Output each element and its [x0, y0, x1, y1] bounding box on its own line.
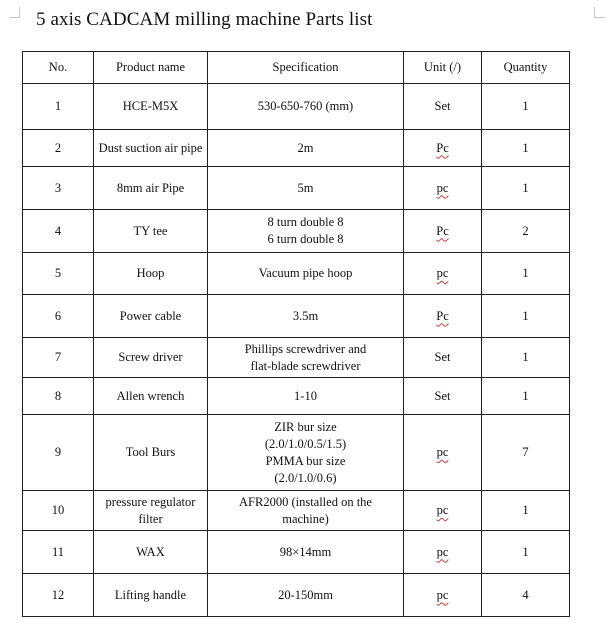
specification-line: machine) [282, 511, 329, 526]
cell-unit [404, 531, 482, 574]
unit-value: pc [436, 180, 449, 195]
header-unit: Unit (/) [404, 52, 482, 84]
specification-line: 98×14mm [279, 544, 332, 559]
unit-value: Set [434, 99, 451, 113]
cell-product-name: HCE-M5X [94, 84, 208, 130]
table-row [23, 167, 570, 210]
specification-line: 6 turn double 8 [267, 232, 344, 246]
cell-quantity: 1 [482, 130, 570, 167]
cell-no: 4 [23, 210, 94, 253]
cell-product-name: TY tee [94, 210, 208, 253]
cell-no: 7 [23, 338, 94, 378]
table-header-row [23, 52, 570, 84]
parts-table [22, 51, 570, 617]
cell-product-name: pressure regulator filter [94, 491, 208, 531]
cell-unit [404, 491, 482, 531]
cell-product-name: Power cable [94, 295, 208, 338]
unit-value: Pc [436, 140, 449, 155]
cell-specification [208, 295, 404, 338]
specification-line: 3.5m [292, 308, 319, 323]
cell-no: 6 [23, 295, 94, 338]
cell-quantity: 1 [482, 253, 570, 295]
cell-specification [208, 491, 404, 531]
cell-quantity: 1 [482, 378, 570, 415]
cell-specification [208, 130, 404, 167]
table-row [23, 491, 570, 531]
cell-quantity: 1 [482, 295, 570, 338]
cell-unit [404, 253, 482, 295]
unit-value: Set [434, 388, 451, 403]
cell-no: 9 [23, 415, 94, 491]
header-specification: Specification [208, 52, 404, 84]
cell-product-name: Tool Burs [94, 415, 208, 491]
margin-corner-mark-left [9, 7, 20, 18]
cell-product-name: WAX [94, 531, 208, 574]
cell-quantity: 1 [482, 338, 570, 378]
table-row [23, 130, 570, 167]
table-row [23, 531, 570, 574]
cell-specification [208, 574, 404, 617]
cell-unit [404, 574, 482, 617]
cell-no: 5 [23, 253, 94, 295]
cell-quantity: 1 [482, 491, 570, 531]
cell-unit [404, 210, 482, 253]
specification-line: PMMA bur size [265, 453, 346, 468]
header-product-name: Product name [94, 52, 208, 84]
document-title: 5 axis CADCAM milling machine Parts list [36, 9, 373, 30]
cell-no: 1 [23, 84, 94, 130]
cell-unit [404, 167, 482, 210]
cell-specification [208, 415, 404, 491]
cell-specification [208, 253, 404, 295]
specification-line: flat-blade screwdriver [250, 358, 361, 373]
unit-value: Pc [436, 308, 449, 323]
cell-quantity: 1 [482, 84, 570, 130]
cell-no: 3 [23, 167, 94, 210]
cell-unit [404, 84, 482, 130]
cell-specification [208, 531, 404, 574]
cell-product-name: 8mm air Pipe [94, 167, 208, 210]
margin-corner-mark-right [594, 7, 605, 18]
specification-line: 5m [297, 180, 314, 195]
cell-specification [208, 84, 404, 130]
cell-unit [404, 338, 482, 378]
specification-line: (2.0/1.0/0.5/1.5) [264, 436, 347, 451]
unit-value: Set [434, 350, 451, 364]
specification-line: 1-10 [294, 388, 317, 403]
table-row [23, 295, 570, 338]
cell-quantity: 4 [482, 574, 570, 617]
cell-quantity: 2 [482, 210, 570, 253]
cell-no: 10 [23, 491, 94, 531]
specification-line: Vacuum pipe hoop [258, 266, 353, 280]
table-row [23, 338, 570, 378]
cell-unit [404, 295, 482, 338]
cell-specification [208, 210, 404, 253]
table-row [23, 210, 570, 253]
specification-line: AFR2000 (installed on the [239, 494, 372, 509]
unit-value: pc [436, 503, 449, 517]
cell-unit [404, 415, 482, 491]
cell-no: 12 [23, 574, 94, 617]
table-row [23, 378, 570, 415]
unit-value: Pc [436, 223, 449, 238]
unit-value: pc [436, 544, 449, 559]
specification-line: 2m [297, 140, 314, 155]
cell-quantity: 1 [482, 531, 570, 574]
cell-product-name: Hoop [94, 253, 208, 295]
unit-value: pc [436, 266, 449, 280]
cell-no: 8 [23, 378, 94, 415]
cell-specification [208, 378, 404, 415]
cell-product-name: Dust suction air pipe [94, 130, 208, 167]
specification-line: 8 turn double 8 [267, 215, 344, 229]
header-quantity: Quantity [482, 52, 570, 84]
specification-line: ZIR bur size [274, 419, 337, 434]
table-row [23, 415, 570, 491]
specification-line: Phillips screwdriver and [244, 341, 367, 356]
header-no: No. [23, 52, 94, 84]
cell-product-name: Allen wrench [94, 378, 208, 415]
specification-line: 530-650-760 (mm) [257, 99, 354, 113]
cell-no: 2 [23, 130, 94, 167]
cell-product-name: Screw driver [94, 338, 208, 378]
cell-no: 11 [23, 531, 94, 574]
table-row [23, 84, 570, 130]
cell-specification [208, 338, 404, 378]
cell-specification [208, 167, 404, 210]
specification-line: (2.0/1.0/0.6) [274, 470, 337, 485]
table-row [23, 574, 570, 617]
cell-quantity: 1 [482, 167, 570, 210]
unit-value: pc [436, 587, 449, 602]
cell-quantity: 7 [482, 415, 570, 491]
table-row [23, 253, 570, 295]
cell-unit [404, 130, 482, 167]
cell-product-name: Lifting handle [94, 574, 208, 617]
unit-value: pc [436, 445, 449, 459]
cell-unit [404, 378, 482, 415]
specification-line: 20-150mm [278, 587, 333, 602]
